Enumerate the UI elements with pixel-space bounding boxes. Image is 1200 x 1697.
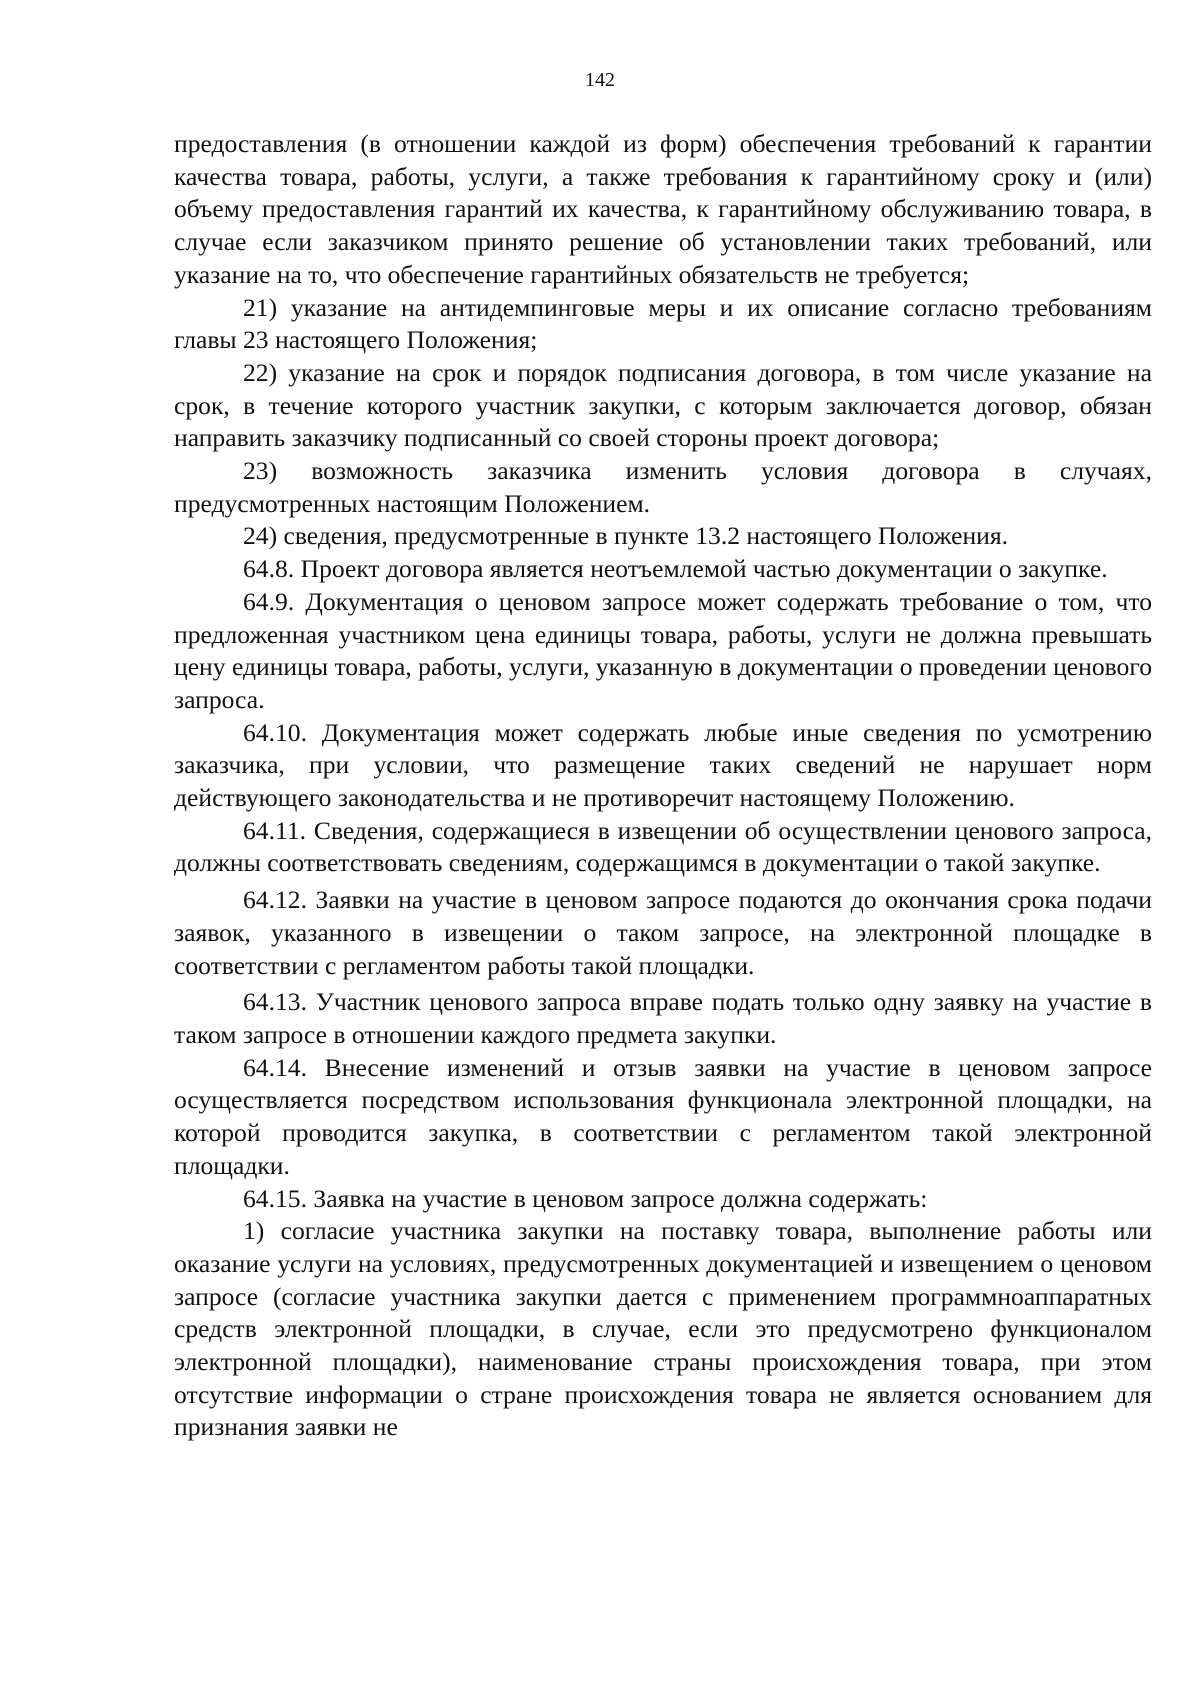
- paragraph-continuation: предоставления (в отношении каждой из форм) обеспечения требований к гарантии качества товара, работы, услуги, а также требования к гарантийному сроку и (или) объему предоставления гарантий их качества, к гарантийному обслуживанию товара, в случае если заказчиком принято решение об установлении таких требований, или указание на то, что обеспечение гарантийных обязательств не требуется;: [174, 129, 1152, 289]
- paragraph-item-24: 24) сведения, предусмотренные в пункте 13.2 настоящего Положения.: [243, 521, 1009, 551]
- paragraph-item-23: 23) возможность заказчика изменить условия договора в случаях, предусмотренных настоящим Положением.: [174, 456, 1152, 518]
- paragraph-64-14: 64.14. Внесение изменений и отзыв заявки на участие в ценовом запросе осуществляется посредством использования функционала электронной площадки, на которой проводится закупка, в соответствии с регламентом такой электронной площадки.: [174, 1052, 1152, 1180]
- document-body: [174, 128, 1152, 1444]
- paragraph-64-8: 64.8. Проект договора является неотъемлемой частью документации о закупке.: [243, 554, 1108, 584]
- page-number: 142: [585, 69, 615, 91]
- paragraph-item-22: 22) указание на срок и порядок подписания договора, в том числе указание на срок, в течение которого участник закупки, с которым заключается договор, обязан направить заказчику подписанный со своей стороны проект договора;: [174, 357, 1152, 453]
- paragraph-64-12: 64.12. Заявки на участие в ценовом запросе подаются до окончания срока подачи заявок, указанного в извещении о таком запросе, на электронной площадке в соответствии с регламентом работы такой площадки.: [174, 885, 1152, 980]
- paragraph-64-15: 64.15. Заявка на участие в ценовом запросе должна содержать:: [243, 1183, 928, 1213]
- paragraph-item-1: 1) согласие участника закупки на поставку товара, выполнение работы или оказание услуги на условиях, предусмотренных документацией и извещением о ценовом запросе (согласие участника закупки дается с применением программноаппаратных средств электронной площадки, в случае, если это предусмотрено функционалом электронной площадки), наименование страны происхождения товара, при этом отсутствие информации о стране происхождения товара не является основанием для признания заявки не: [174, 1216, 1152, 1442]
- paragraph-64-9: 64.9. Документация о ценовом запросе может содержать требование о том, что предложенная участником цена единицы товара, работы, услуги не должна превышать цену единицы товара, работы, услуги, указанную в документации о проведении ценового запроса.: [174, 586, 1152, 714]
- paragraph-item-21: 21) указание на антидемпинговые меры и их описание согласно требованиям главы 23 настоящего Положения;: [174, 292, 1152, 355]
- paragraph-64-10: 64.10. Документация может содержать любые иные сведения по усмотрению заказчика, при условии, что размещение таких сведений не нарушает норм действующего законодательства и не противоречит настоящему Положению.: [174, 717, 1152, 813]
- paragraph-64-11: 64.11. Сведения, содержащиеся в извещении об осуществлении ценового запроса, должны соответствовать сведениям, содержащимся в документации о такой закупке.: [174, 815, 1152, 878]
- paragraph-64-13: 64.13. Участник ценового запроса вправе подать только одну заявку на участие в таком запросе в отношении каждого предмета закупки.: [174, 987, 1152, 1049]
